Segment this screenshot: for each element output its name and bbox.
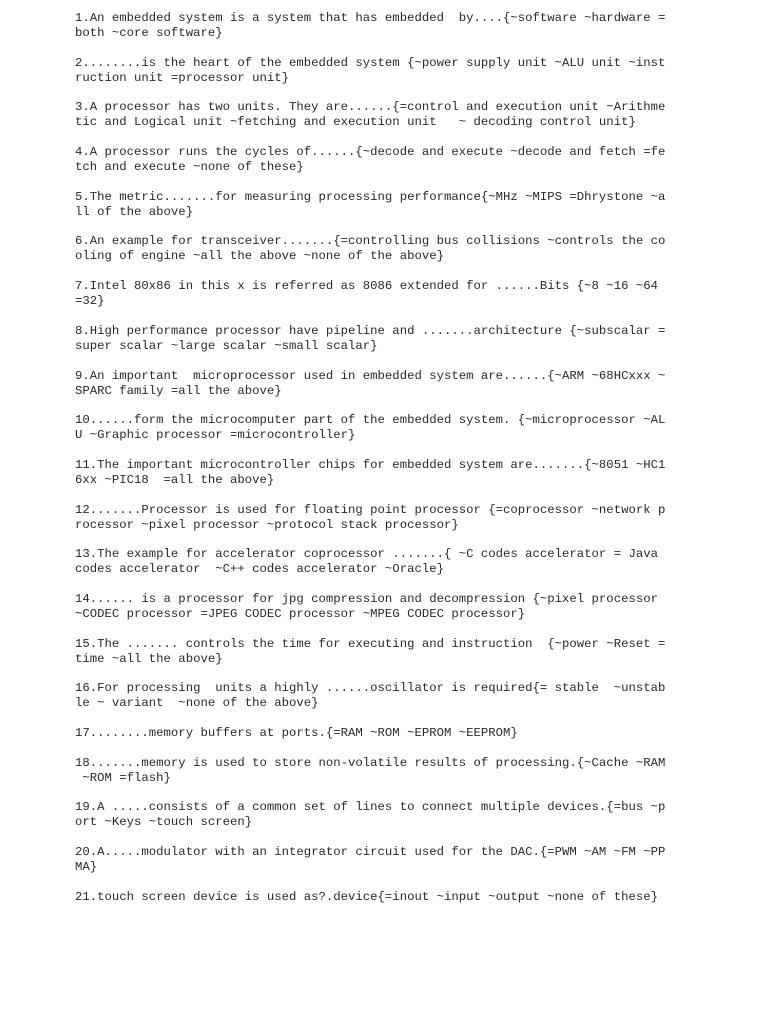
question-5 xyxy=(75,190,695,220)
question-line: oling of engine ~all the above ~none of the above} xyxy=(75,249,444,264)
question-line: 7.Intel 80x86 in this x is referred as 8086 extended for ......Bits {~8 ~16 ~64 xyxy=(75,279,658,294)
question-line: both ~core software} xyxy=(75,26,223,40)
question-line: 11.The important microcontroller chips for embedded system are.......{~8051 ~HC1 xyxy=(75,457,666,472)
question-1 xyxy=(75,11,695,41)
question-9 xyxy=(75,369,695,399)
question-15 xyxy=(75,637,695,667)
question-line: time ~all the above} xyxy=(75,651,223,666)
question-line: ~ROM =flash} xyxy=(75,770,171,785)
question-4 xyxy=(75,145,695,175)
question-line: ruction unit =processor unit} xyxy=(75,70,290,85)
question-line: 18.......memory is used to store non-volatile results of processing.{~Cache ~RAM xyxy=(75,755,666,770)
question-line: tch and execute ~none of these} xyxy=(75,160,304,175)
question-7 xyxy=(75,279,695,309)
question-line: ~CODEC processor =JPEG CODEC processor ~MPEG CODEC processor} xyxy=(75,606,526,621)
question-line: SPARC family =all the above} xyxy=(75,383,282,398)
question-line: codes accelerator ~C++ codes accelerator ~Oracle} xyxy=(75,562,444,577)
question-21 xyxy=(75,890,695,905)
question-line: le ~ variant ~none of the above} xyxy=(75,696,319,711)
question-line: 14...... is a processor for jpg compression and decompression {~pixel processor xyxy=(75,591,658,606)
question-6 xyxy=(75,234,695,264)
question-2 xyxy=(75,56,695,86)
question-line: =32} xyxy=(75,294,105,309)
question-13 xyxy=(75,547,695,577)
question-16 xyxy=(75,681,695,711)
question-20 xyxy=(75,845,695,875)
question-line: 9.An important microprocessor used in embedded system are......{~ARM ~68HCxxx ~ xyxy=(75,368,666,383)
question-line: 8.High performance processor have pipeline and .......architecture {~subscalar = xyxy=(75,323,666,338)
question-line: 16.For processing units a highly ......oscillator is required{= stable ~unstab xyxy=(75,681,666,696)
question-line: 21.touch screen device is used as?.device{=inout ~input ~output ~none of these} xyxy=(75,889,658,904)
question-line: 6.An example for transceiver.......{=controlling bus collisions ~controls the co xyxy=(75,234,666,249)
question-line: 2........is the heart of the embedded system {~power supply unit ~ALU unit ~inst xyxy=(75,55,666,70)
question-line: 15.The ....... controls the time for executing and instruction {~power ~Reset = xyxy=(75,636,666,651)
question-18 xyxy=(75,756,695,786)
question-line: 3.A processor has two units. They are......{=control and execution unit ~Arithme xyxy=(75,100,666,115)
question-line: 5.The metric.......for measuring processing performance{~MHz ~MIPS =Dhrystone ~a xyxy=(75,189,666,204)
question-line: rocessor ~pixel processor ~protocol stack processor} xyxy=(75,517,459,532)
question-line: ort ~Keys ~touch screen} xyxy=(75,815,253,830)
question-line: U ~Graphic processor =microcontroller} xyxy=(75,428,356,443)
question-11 xyxy=(75,458,695,488)
question-line: 12.......Processor is used for floating point processor {=coprocessor ~network p xyxy=(75,502,666,517)
question-line: 10......form the microcomputer part of the embedded system. {~microprocessor ~AL xyxy=(75,413,666,428)
question-12 xyxy=(75,503,695,533)
question-line: super scalar ~large scalar ~small scalar} xyxy=(75,338,378,353)
question-14 xyxy=(75,592,695,622)
question-line: ll of the above} xyxy=(75,204,194,219)
question-line: 19.A .....consists of a common set of lines to connect multiple devices.{=bus ~p xyxy=(75,800,666,815)
question-3 xyxy=(75,100,695,130)
question-line: 6xx ~PIC18 =all the above} xyxy=(75,472,275,487)
question-line: 20.A.....modulator with an integrator circuit used for the DAC.{=PWM ~AM ~FM ~PP xyxy=(75,845,666,860)
question-list xyxy=(75,11,695,919)
question-10 xyxy=(75,413,695,443)
question-line: tic and Logical unit ~fetching and execution unit ~ decoding control unit} xyxy=(75,115,636,130)
question-8 xyxy=(75,324,695,354)
question-19 xyxy=(75,800,695,830)
question-17 xyxy=(75,726,695,741)
question-line: 13.The example for accelerator coprocessor .......{ ~C codes accelerator = Java xyxy=(75,547,658,562)
question-line: 1.An embedded system is a system that has embedded by....{~software ~hardware = xyxy=(75,11,666,25)
question-line: MA} xyxy=(75,860,98,875)
question-line: 4.A processor runs the cycles of......{~decode and execute ~decode and fetch =fe xyxy=(75,145,666,160)
question-line: 17........memory buffers at ports.{=RAM ~ROM ~EPROM ~EEPROM} xyxy=(75,726,518,740)
